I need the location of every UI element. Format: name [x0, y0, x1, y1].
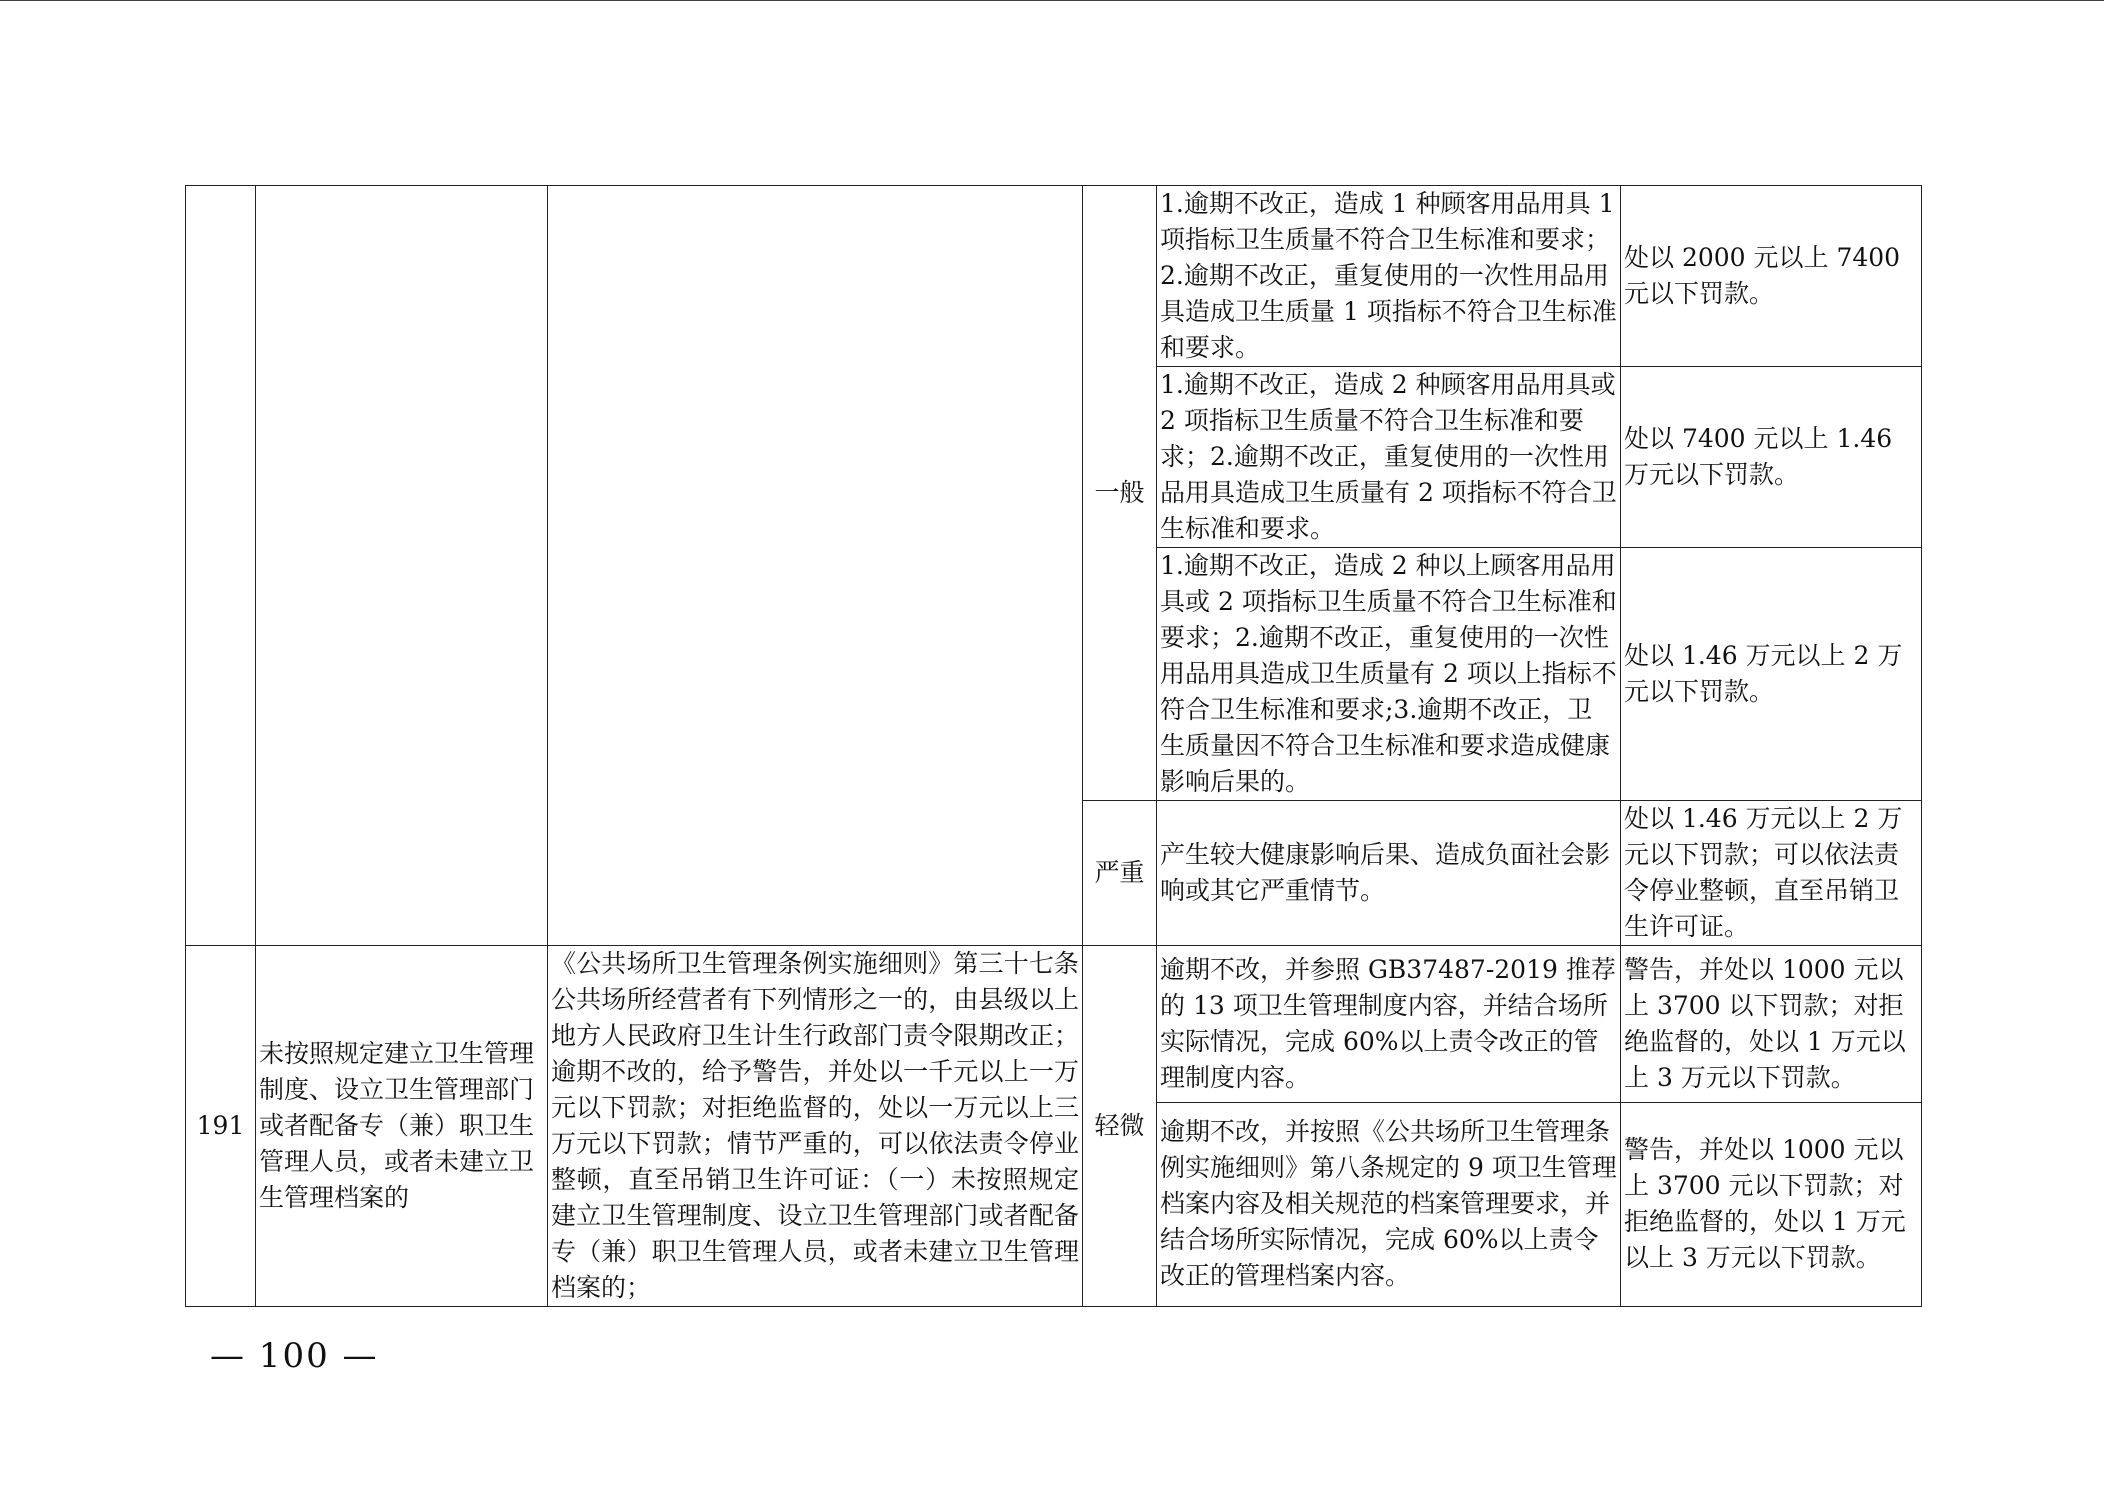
basis-cell-continued: [548, 186, 1083, 946]
situation-cell: 1.逾期不改正，造成 2 种以上顾客用品用具或 2 项指标卫生质量不符合卫生标准和要求；2.逾期不改正，重复使用的一次性用品用具造成卫生质量有 2 项以上指标不符合卫生标准和要求;3.逾期不改正，卫生质量因不符合卫生标准和要求造成健康影响后果的。: [1157, 548, 1621, 801]
level-cell-serious: 严重: [1083, 801, 1157, 946]
penalty-cell: 警告，并处以 1000 元以上 3700 以下罚款；对拒绝监督的，处以 1 万元以上 3 万元以下罚款。: [1621, 946, 1922, 1103]
entry-number-cell: 191: [186, 946, 256, 1307]
page-number: — 100 —: [210, 1336, 379, 1376]
situation-cell: 逾期不改，并参照 GB37487-2019 推荐的 13 项卫生管理制度内容，并结合场所实际情况，完成 60%以上责令改正的管理制度内容。: [1157, 946, 1621, 1103]
violation-cell: 未按照规定建立卫生管理制度、设立卫生管理部门或者配备专（兼）职卫生管理人员，或者未建立卫生管理档案的: [256, 946, 548, 1307]
penalty-cell: 处以 1.46 万元以上 2 万元以下罚款；可以依法责令停业整顿，直至吊销卫生许可证。: [1621, 801, 1922, 946]
page-top-rule: [0, 0, 2104, 1]
table-row: [186, 186, 1922, 367]
number-cell-continued: [186, 186, 256, 946]
penalty-cell: 处以 7400 元以上 1.46 万元以下罚款。: [1621, 367, 1922, 548]
level-cell-minor: 轻微: [1083, 946, 1157, 1307]
situation-cell: 1.逾期不改正，造成 2 种顾客用品用具或 2 项指标卫生质量不符合卫生标准和要求；2.逾期不改正，重复使用的一次性用品用具造成卫生质量有 2 项指标不符合卫生标准和要求。: [1157, 367, 1621, 548]
level-cell-general: 一般: [1083, 186, 1157, 801]
penalty-cell: 处以 2000 元以上 7400 元以下罚款。: [1621, 186, 1922, 367]
situation-cell: 1.逾期不改正，造成 1 种顾客用品用具 1 项指标卫生质量不符合卫生标准和要求；2.逾期不改正，重复使用的一次性用品用具造成卫生质量 1 项指标不符合卫生标准和要求。: [1157, 186, 1621, 367]
situation-cell: 逾期不改，并按照《公共场所卫生管理条例实施细则》第八条规定的 9 项卫生管理档案内容及相关规范的档案管理要求，并结合场所实际情况，完成 60%以上责令改正的管理档案内容。: [1157, 1102, 1621, 1306]
legal-basis-cell: 《公共场所卫生管理条例实施细则》第三十七条 公共场所经营者有下列情形之一的，由县级以上地方人民政府卫生计生行政部门责令限期改正；逾期不改的，给予警告，并处以一千元以上一万元以下罚款；对拒绝监督的，处以一万元以上三万元以下罚款；情节严重的，可以依法责令停业整顿，直至吊销卫生许可证：（一）未按照规定建立卫生管理制度、设立卫生管理部门或者配备专（兼）职卫生管理人员，或者未建立卫生管理档案的；: [548, 946, 1083, 1307]
penalty-cell: 警告，并处以 1000 元以上 3700 元以下罚款；对拒绝监督的，处以 1 万元以上 3 万元以下罚款。: [1621, 1102, 1922, 1306]
penalty-standard-table: [185, 185, 1922, 1307]
penalty-cell: 处以 1.46 万元以上 2 万元以下罚款。: [1621, 548, 1922, 801]
table-row: [186, 946, 1922, 1103]
situation-cell: 产生较大健康影响后果、造成负面社会影响或其它严重情节。: [1157, 801, 1621, 946]
violation-cell-continued: [256, 186, 548, 946]
